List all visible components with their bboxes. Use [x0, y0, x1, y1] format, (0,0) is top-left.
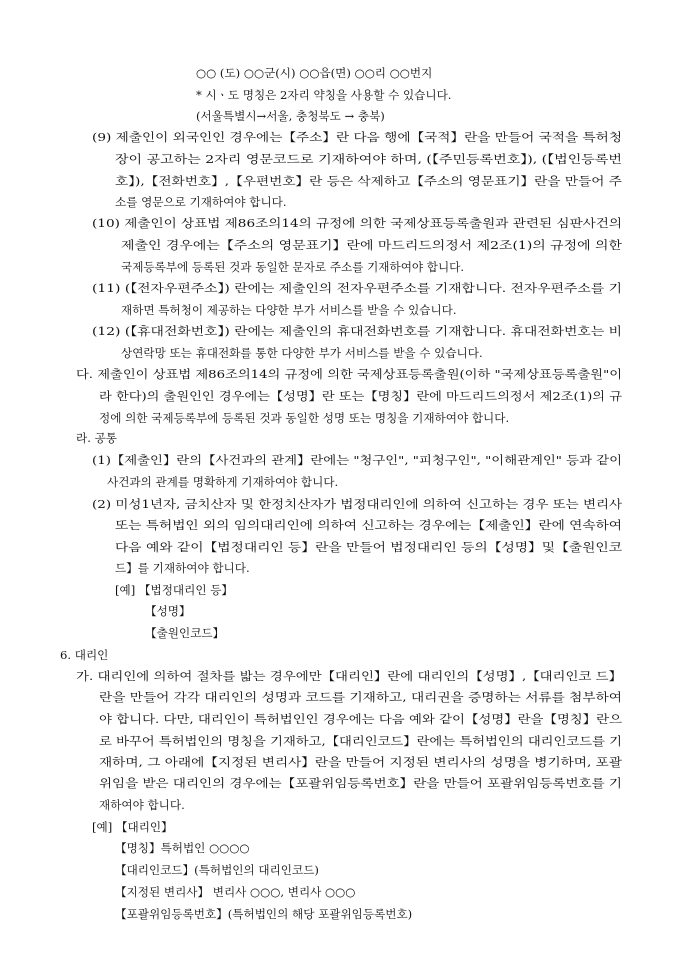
text-line: 정에 의한 국제등록부에 등록된 것과 동일한 성명 또는 명칭을 기재하여야 합니다.	[99, 411, 510, 425]
text-line: 【명칭】특허법인 ○○○○	[115, 841, 250, 855]
text-line: 재하면 특허청이 제공하는 다양한 부가 서비스를 받을 수 있습니다.	[121, 303, 457, 317]
text-line: (9) 제출인이 외국인인 경우에는【주소】란 다음 행에【국적】란을 만들어 국적을 특허청	[92, 130, 622, 144]
text-line: 상연락망 또는 휴대전화를 통한 다양한 부가 서비스를 받을 수 있습니다.	[121, 346, 483, 360]
text-line: 다음 예와 같이【법정대리인 등】란을 만들어 법정대리인 등의【성명】및【출원인코	[115, 540, 623, 554]
text-line: (12) (【휴대전화번호】) 란에는 제출인의 휴대전화번호를 기재합니다. 휴대전화번호는 비	[92, 324, 623, 338]
text-line: 재하여야 합니다.	[99, 798, 185, 812]
text-line: 로 바꾸어 특허법인의 명칭을 기재하고,【대리인코드】란에는 특허법인의 대리인코드를 기	[99, 734, 623, 748]
text-line: [예] 【대리인】	[92, 820, 173, 834]
text-line: 소를 영문으로 기재하여야 합니다.	[115, 195, 287, 209]
text-line: ○○ (도) ○○군(시) ○○읍(면) ○○리 ○○번지	[196, 66, 433, 80]
text-line: (1)【제출인】란의【사건과의 관계】란에는 "청구인", "피청구인", "이해관계인" 등과 같이	[92, 453, 622, 467]
text-line: 【포괄위임등록번호】(특허법인의 해당 포괄위임등록번호)	[115, 907, 413, 921]
text-line: 【출원인코드】	[145, 626, 225, 640]
text-line: 드】를 기재하여야 합니다.	[115, 561, 250, 575]
text-line: 사건과의 관계를 명확하게 기재하여야 합니다.	[107, 475, 339, 489]
text-line: 6. 대리인	[60, 648, 109, 662]
text-line: 가. 대리인에 의하여 절차를 밟는 경우에만【대리인】란에 대리인의【성명】,【대리인코 드】	[76, 669, 623, 683]
text-line: 라 한다)의 출원인인 경우에는【성명】란 또는【명칭】란에 마드리드의정서 제2조(1)의 규	[99, 389, 622, 403]
text-line: * 시ㆍ도 명칭은 2자리 약칭을 사용할 수 있습니다.	[196, 88, 452, 102]
text-line: 란을 만들어 각각 대리인의 성명과 코드를 기재하고, 대리권을 증명하는 서류를 첨부하여	[99, 690, 622, 704]
text-line: 제출인 경우에는【주소의 영문표기】란에 마드리드의정서 제2조(1)의 규정에 의한	[121, 238, 623, 252]
text-line: (10) 제출인이 상표법 제86조의14의 규정에 의한 국제상표등록출원과 관련된 심판사건의	[92, 216, 623, 230]
text-line: 위임을 받은 대리인의 경우에는【포괄위임등록번호】란을 만들어 포괄위임등록번호를 기	[99, 776, 622, 790]
text-line: 【지정된 변리사】 변리사 ○○○, 변리사 ○○○	[115, 885, 356, 899]
text-line: (11) (【전자우편주소】) 란에는 제출인의 전자우편주소를 기재합니다. 전자우편주소를 기	[92, 281, 623, 295]
text-line: [예] 【법정대리인 등】	[115, 583, 234, 597]
text-line: 장이 공고하는 2자리 영문코드로 기재하여야 하며, (【주민등록번호】), (【법인등록번	[115, 152, 622, 166]
text-line: 야 합니다. 다만, 대리인이 특허법인인 경우에는 다음 예와 같이【성명】란을【명칭】란으	[99, 712, 623, 726]
text-line: 【성명】	[145, 604, 191, 618]
text-line: 다. 제출인이 상표법 제86조의14의 규정에 의한 국제상표등록출원(이하 "국제상표등록출원"이	[76, 367, 623, 381]
text-line: 재하며, 그 아래에【지정된 변리사】란을 만들어 지정된 변리사의 성명을 병기하며, 포괄	[99, 755, 623, 769]
text-line: 라. 공통	[76, 431, 117, 445]
text-line: (서울특별시→서울, 충청북도 → 충북)	[196, 109, 385, 123]
text-line: (2) 미성1년자, 금치산자 및 한정치산자가 법정대리인에 의하여 신고하는 경우 또는 변리사	[92, 497, 622, 511]
text-line: 호】),【전화번호】,【우편번호】란 등은 삭제하고【주소의 영문표기】란을 만들어 주	[115, 174, 623, 188]
text-line: 또는 특허법인 외의 임의대리인에 의하여 신고하는 경우에는【제출인】란에 연속하여	[115, 518, 623, 532]
text-line: 【대리인코드】(특허법인의 대리인코드)	[115, 863, 319, 877]
text-line: 국제등록부에 등록된 것과 동일한 문자로 주소를 기재하여야 합니다.	[121, 260, 465, 274]
